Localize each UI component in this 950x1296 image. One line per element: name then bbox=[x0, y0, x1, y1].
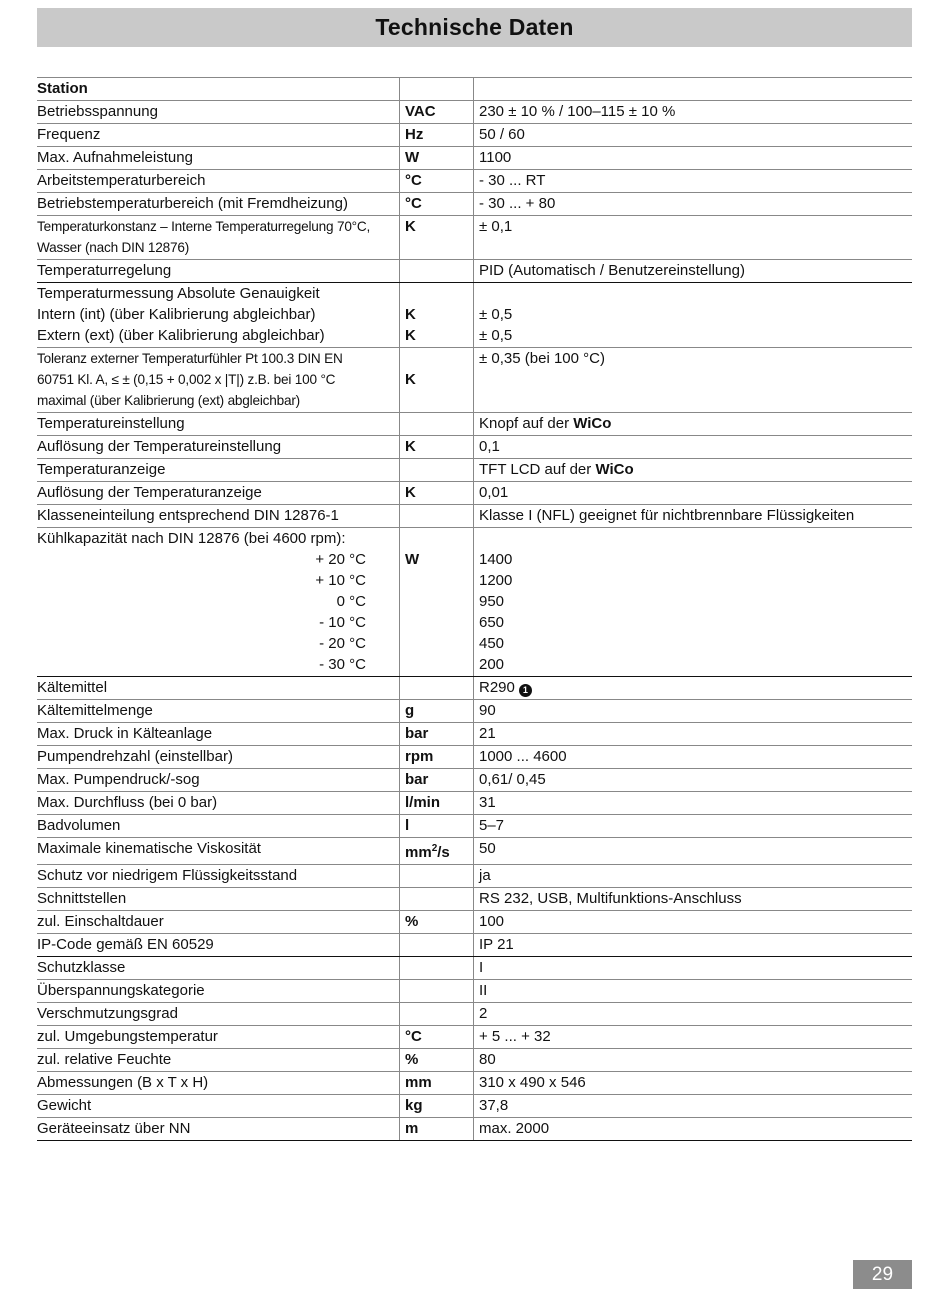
row-unit bbox=[400, 348, 474, 413]
row-label: Schutzklasse bbox=[37, 957, 400, 980]
table-row bbox=[37, 746, 912, 769]
row-unit-line: K bbox=[405, 327, 416, 344]
row-value: RS 232, USB, Multifunktions-Anschluss bbox=[474, 888, 913, 911]
row-unit: mm bbox=[400, 1072, 474, 1095]
row-label: Pumpendrehzahl (einstellbar) bbox=[37, 746, 400, 769]
row-value: max. 2000 bbox=[474, 1118, 913, 1141]
row-value: 1100 bbox=[474, 147, 913, 170]
row-label: zul. relative Feuchte bbox=[37, 1049, 400, 1072]
temp-label: + 10 °C bbox=[315, 572, 366, 589]
row-label: Temperaturregelung bbox=[37, 260, 400, 283]
table-row bbox=[37, 957, 912, 980]
row-value: 50 bbox=[474, 838, 913, 865]
row-unit: bar bbox=[400, 723, 474, 746]
row-label-line: 60751 Kl. A, ≤ ± (0,15 + 0,002 x |T|) z.B. bei 100 °C bbox=[37, 372, 336, 387]
unit-base: mm bbox=[405, 844, 432, 861]
row-value: 37,8 bbox=[474, 1095, 913, 1118]
table-row bbox=[37, 792, 912, 815]
row-unit bbox=[400, 865, 474, 888]
capacity-value: 950 bbox=[479, 593, 505, 610]
row-label: Klasseneinteilung entsprechend DIN 12876-1 bbox=[37, 505, 400, 528]
temp-label: - 30 °C bbox=[319, 656, 366, 673]
row-label: Kältemittelmenge bbox=[37, 700, 400, 723]
row-label: Betriebstemperaturbereich (mit Fremdheizung) bbox=[37, 193, 400, 216]
table-row bbox=[37, 216, 912, 260]
row-value bbox=[474, 528, 913, 677]
row-unit: K bbox=[400, 482, 474, 505]
row-label: Geräteeinsatz über NN bbox=[37, 1118, 400, 1141]
row-value: 90 bbox=[474, 700, 913, 723]
row-label bbox=[37, 528, 400, 677]
row-unit: g bbox=[400, 700, 474, 723]
row-unit: °C bbox=[400, 1026, 474, 1049]
row-value: 2 bbox=[474, 1003, 913, 1026]
row-value: 0,61/ 0,45 bbox=[474, 769, 913, 792]
row-value-line: ± 0,5 bbox=[479, 327, 513, 344]
table-row bbox=[37, 815, 912, 838]
row-unit: K bbox=[400, 216, 474, 260]
table-row bbox=[37, 482, 912, 505]
row-label: Temperaturanzeige bbox=[37, 459, 400, 482]
row-unit bbox=[400, 838, 474, 865]
row-unit bbox=[400, 459, 474, 482]
row-unit bbox=[400, 505, 474, 528]
row-value: Klasse I (NFL) geeignet für nichtbrennbare Flüssigkeiten bbox=[474, 505, 913, 528]
row-value: 80 bbox=[474, 1049, 913, 1072]
row-value: 230 ± 10 % / 100–115 ± 10 % bbox=[474, 101, 913, 124]
row-label-line: Extern (ext) (über Kalibrierung abgleichbar) bbox=[37, 327, 325, 344]
capacity-value: 1200 bbox=[479, 572, 513, 589]
table-row bbox=[37, 723, 912, 746]
row-unit: VAC bbox=[400, 101, 474, 124]
row-value-brand: WiCo bbox=[573, 415, 612, 432]
table-row bbox=[37, 980, 912, 1003]
row-value: 1000 ... 4600 bbox=[474, 746, 913, 769]
row-unit: °C bbox=[400, 170, 474, 193]
row-value-text: Knopf auf der bbox=[479, 415, 574, 432]
row-value: 0,01 bbox=[474, 482, 913, 505]
row-label: zul. Einschaltdauer bbox=[37, 911, 400, 934]
table-row bbox=[37, 700, 912, 723]
capacity-value: 200 bbox=[479, 656, 505, 673]
row-label-line: Wasser (nach DIN 12876) bbox=[37, 240, 190, 255]
temp-label: - 10 °C bbox=[319, 614, 366, 631]
capacity-value: 1400 bbox=[479, 551, 513, 568]
table-row bbox=[37, 769, 912, 792]
row-label: Abmessungen (B x T x H) bbox=[37, 1072, 400, 1095]
table-row bbox=[37, 436, 912, 459]
row-label: Schutz vor niedrigem Flüssigkeitsstand bbox=[37, 865, 400, 888]
row-label-line: Toleranz externer Temperaturfühler Pt 100.3 DIN EN bbox=[37, 351, 343, 366]
table-row bbox=[37, 677, 912, 700]
table-row bbox=[37, 911, 912, 934]
row-value-text: R290 bbox=[479, 679, 515, 696]
row-label-line: maximal (über Kalibrierung (ext) abgleichbar) bbox=[37, 393, 300, 408]
row-value bbox=[474, 677, 913, 700]
row-label bbox=[37, 283, 400, 348]
table-row bbox=[37, 170, 912, 193]
row-value-line: ± 0,5 bbox=[479, 306, 513, 323]
row-label: Schnittstellen bbox=[37, 888, 400, 911]
row-label: zul. Umgebungstemperatur bbox=[37, 1026, 400, 1049]
row-unit: kg bbox=[400, 1095, 474, 1118]
table-row bbox=[37, 1095, 912, 1118]
row-value-brand: WiCo bbox=[595, 461, 634, 478]
row-value: 21 bbox=[474, 723, 913, 746]
row-label: Auflösung der Temperatureinstellung bbox=[37, 436, 400, 459]
row-value bbox=[474, 413, 913, 436]
row-unit: W bbox=[400, 147, 474, 170]
row-value: 50 / 60 bbox=[474, 124, 913, 147]
row-label: Maximale kinematische Viskosität bbox=[37, 838, 400, 865]
row-unit-line: K bbox=[405, 306, 416, 323]
table-row bbox=[37, 348, 912, 413]
row-value bbox=[474, 459, 913, 482]
row-unit: rpm bbox=[400, 746, 474, 769]
section-header-row bbox=[37, 78, 912, 101]
row-label bbox=[37, 216, 400, 260]
row-label bbox=[37, 348, 400, 413]
page-title: Technische Daten bbox=[375, 14, 574, 40]
row-unit bbox=[400, 260, 474, 283]
row-unit: % bbox=[400, 1049, 474, 1072]
spec-table bbox=[37, 77, 912, 1141]
row-label: Max. Pumpendruck/-sog bbox=[37, 769, 400, 792]
row-unit bbox=[400, 528, 474, 677]
table-row bbox=[37, 124, 912, 147]
table-row bbox=[37, 1072, 912, 1095]
section-title: Station bbox=[37, 78, 400, 101]
row-label: Betriebsspannung bbox=[37, 101, 400, 124]
row-unit: l/min bbox=[400, 792, 474, 815]
table-row bbox=[37, 1049, 912, 1072]
row-label: Verschmutzungsgrad bbox=[37, 1003, 400, 1026]
row-label-line: Temperaturmessung Absolute Genauigkeit bbox=[37, 285, 320, 302]
table-row bbox=[37, 865, 912, 888]
row-unit bbox=[400, 1003, 474, 1026]
row-label: Kältemittel bbox=[37, 677, 400, 700]
row-unit bbox=[400, 677, 474, 700]
row-label: Max. Durchfluss (bei 0 bar) bbox=[37, 792, 400, 815]
title-bar bbox=[37, 8, 912, 47]
row-value: ± 0,35 (bei 100 °C) bbox=[474, 348, 913, 413]
value-cell bbox=[474, 78, 913, 101]
row-label-line: Temperaturkonstanz – Interne Temperaturregelung 70°C, bbox=[37, 219, 371, 234]
row-unit: m bbox=[400, 1118, 474, 1141]
table-row bbox=[37, 888, 912, 911]
row-value: PID (Automatisch / Benutzereinstellung) bbox=[474, 260, 913, 283]
table-row bbox=[37, 193, 912, 216]
row-unit: l bbox=[400, 815, 474, 838]
row-label: Gewicht bbox=[37, 1095, 400, 1118]
table-row bbox=[37, 147, 912, 170]
row-value: 5–7 bbox=[474, 815, 913, 838]
row-unit: °C bbox=[400, 193, 474, 216]
unit-superscript: 2 bbox=[431, 843, 438, 854]
row-value: ja bbox=[474, 865, 913, 888]
row-unit bbox=[400, 980, 474, 1003]
row-value: ± 0,1 bbox=[474, 216, 913, 260]
table-row bbox=[37, 283, 912, 348]
table-row bbox=[37, 459, 912, 482]
row-label: Überspannungskategorie bbox=[37, 980, 400, 1003]
table-row bbox=[37, 413, 912, 436]
capacity-value: 650 bbox=[479, 614, 505, 631]
table-row bbox=[37, 1026, 912, 1049]
row-unit-line: W bbox=[405, 551, 420, 568]
row-value: IP 21 bbox=[474, 934, 913, 957]
table-row bbox=[37, 260, 912, 283]
row-value bbox=[474, 283, 913, 348]
row-label: Temperatureinstellung bbox=[37, 413, 400, 436]
row-value: I bbox=[474, 957, 913, 980]
temp-label: - 20 °C bbox=[319, 635, 366, 652]
row-unit: Hz bbox=[400, 124, 474, 147]
row-unit-line: K bbox=[405, 371, 416, 388]
row-value: 310 x 490 x 546 bbox=[474, 1072, 913, 1095]
unit-cell bbox=[400, 78, 474, 101]
row-label: Frequenz bbox=[37, 124, 400, 147]
row-unit bbox=[400, 413, 474, 436]
table-row bbox=[37, 934, 912, 957]
row-value: 31 bbox=[474, 792, 913, 815]
table-row bbox=[37, 101, 912, 124]
temp-label: 0 °C bbox=[336, 593, 366, 610]
row-value: 0,1 bbox=[474, 436, 913, 459]
capacity-value: 450 bbox=[479, 635, 505, 652]
unit-tail: /s bbox=[437, 844, 450, 861]
table-row bbox=[37, 528, 912, 677]
row-value: 100 bbox=[474, 911, 913, 934]
row-unit bbox=[400, 888, 474, 911]
row-unit: K bbox=[400, 436, 474, 459]
row-value: + 5 ... + 32 bbox=[474, 1026, 913, 1049]
row-unit bbox=[400, 934, 474, 957]
note-number-icon: 1 bbox=[519, 684, 532, 697]
table-row bbox=[37, 838, 912, 865]
table-row bbox=[37, 505, 912, 528]
row-unit: bar bbox=[400, 769, 474, 792]
row-label: Arbeitstemperaturbereich bbox=[37, 170, 400, 193]
row-label: Max. Druck in Kälteanlage bbox=[37, 723, 400, 746]
row-unit bbox=[400, 283, 474, 348]
row-unit: % bbox=[400, 911, 474, 934]
row-label-line: Kühlkapazität nach DIN 12876 (bei 4600 rpm): bbox=[37, 530, 346, 547]
row-label: IP-Code gemäß EN 60529 bbox=[37, 934, 400, 957]
table-row bbox=[37, 1118, 912, 1141]
row-label-line: Intern (int) (über Kalibrierung abgleichbar) bbox=[37, 306, 316, 323]
page-number: 29 bbox=[853, 1260, 912, 1289]
temp-label: + 20 °C bbox=[315, 551, 366, 568]
row-label: Badvolumen bbox=[37, 815, 400, 838]
row-unit bbox=[400, 957, 474, 980]
table-row bbox=[37, 1003, 912, 1026]
row-value-text: TFT LCD auf der bbox=[479, 461, 596, 478]
row-value: - 30 ... RT bbox=[474, 170, 913, 193]
row-value: II bbox=[474, 980, 913, 1003]
row-label: Max. Aufnahmeleistung bbox=[37, 147, 400, 170]
row-label: Auflösung der Temperaturanzeige bbox=[37, 482, 400, 505]
row-value: - 30 ... + 80 bbox=[474, 193, 913, 216]
